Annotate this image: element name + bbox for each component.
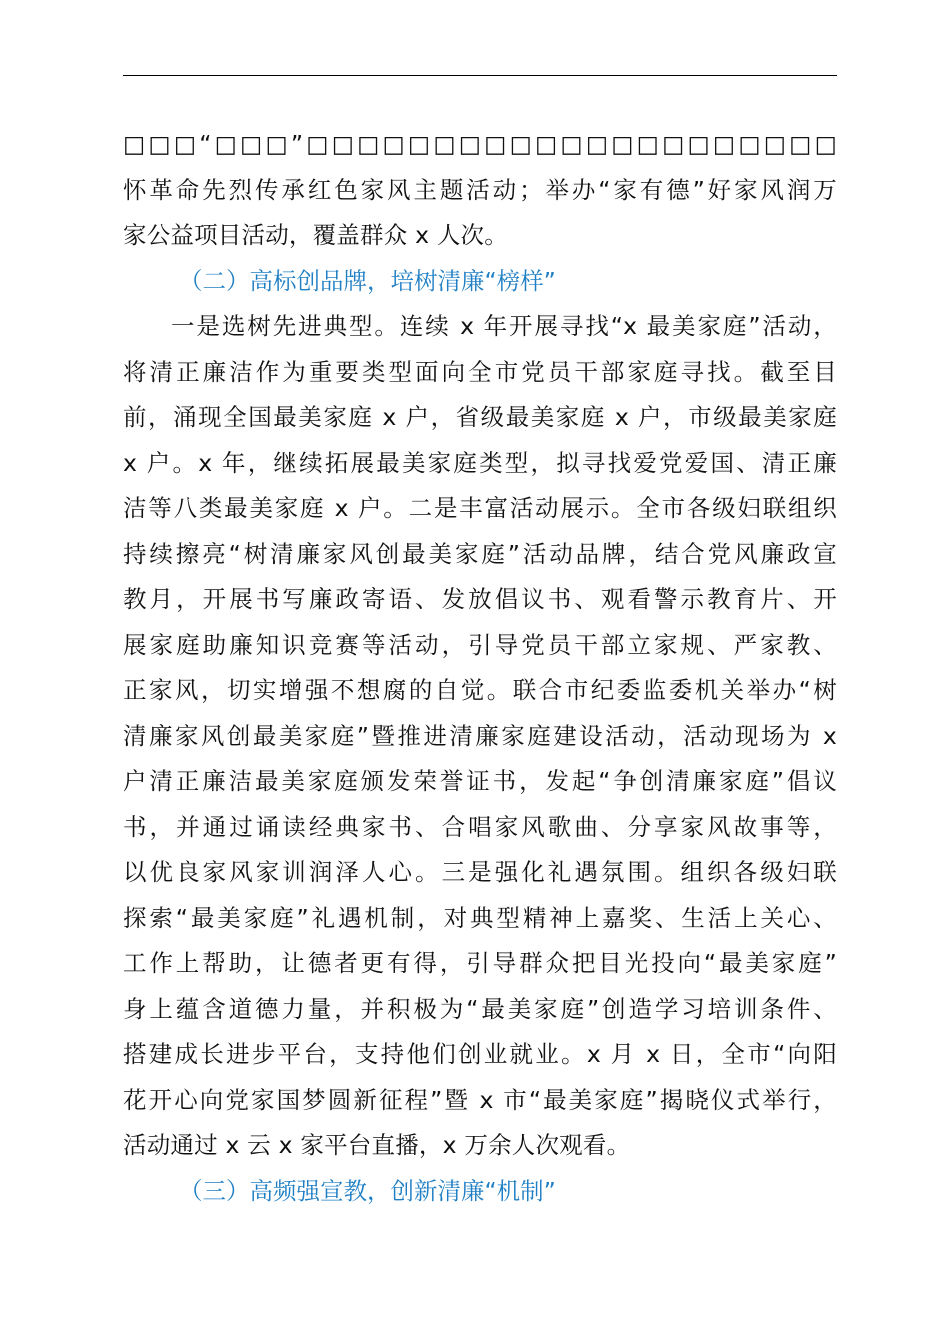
paragraph-line-17: 以优良家风家训润泽人心。三是强化礼遇氛围。组织各级妇联 bbox=[123, 858, 837, 886]
paragraph-line-13: 正家风，切实增强不想腐的自觉。联合市纪委监委机关举办“树 bbox=[123, 676, 837, 704]
paragraph-line-12: 展家庭助廉知识竞赛等活动，引导党员干部立家规、严家教、 bbox=[123, 630, 837, 659]
paragraph-line-7: 前，涌现全国最美家庭 x 户，省级最美家庭 x 户，市级最美家庭 bbox=[123, 403, 837, 431]
paragraph-line-16: 书，并通过诵读经典家书、合唱家风歌曲、分享家风故事等， bbox=[123, 812, 837, 841]
paragraph-line-18: 探索“最美家庭”礼遇机制，对典型精神上嘉奖、生活上关心、 bbox=[123, 903, 837, 932]
paragraph-line-8: x 户。x 年，继续拓展最美家庭类型，拟寻找爱党爱国、清正廉 bbox=[123, 448, 837, 477]
document-body bbox=[123, 122, 837, 1214]
paragraph-line-6: 将清正廉洁作为重要类型面向全市党员干部家庭寻找。截至目 bbox=[123, 357, 837, 386]
paragraph-line-2: 怀革命先烈传承红色家风主题活动；举办“家有德”好家风润万 bbox=[123, 175, 837, 204]
paragraph-line-10: 持续擦亮“树清廉家风创最美家庭”活动品牌，结合党风廉政宣 bbox=[123, 539, 837, 568]
paragraph-line-20: 身上蕴含道德力量，并积极为“最美家庭”创造学习培训条件、 bbox=[123, 994, 837, 1023]
paragraph-line-19: 工作上帮助，让德者更有得，引导群众把目光投向“最美家庭” bbox=[123, 949, 837, 977]
paragraph-line-9: 洁等八类最美家庭 x 户。二是丰富活动展示。全市各级妇联组织 bbox=[123, 494, 837, 522]
paragraph-line-23: 活动通过 x 云 x 家平台直播，x 万余人次观看。 bbox=[123, 1131, 631, 1159]
paragraph-line-5: 一是选树先进典型。连续 x 年开展寻找“x 最美家庭”活动， bbox=[171, 312, 837, 340]
section-heading-3: （三）高频强宣教，创新清廉“机制” bbox=[179, 1176, 556, 1205]
paragraph-line-14: 清廉家风创最美家庭”暨推进清廉家庭建设活动，活动现场为 x bbox=[123, 721, 837, 750]
paragraph-line-15: 户清正廉洁最美家庭颁发荣誉证书，发起“争创清廉家庭”倡议 bbox=[123, 767, 837, 795]
section-heading-2: （二）高标创品牌，培树清廉“榜样” bbox=[179, 266, 556, 295]
paragraph-line-22: 花开心向党家国梦圆新征程”暨 x 市“最美家庭”揭晓仪式举行， bbox=[123, 1085, 837, 1114]
paragraph-line-3: 家公益项目活动，覆盖群众 x 人次。 bbox=[123, 221, 508, 249]
paragraph-line-1: □□□“□□□”□□□□□□□□□□□□□□□□□□□□□ bbox=[123, 130, 837, 158]
paragraph-line-11: 教月，开展书写廉政寄语、发放倡议书、观看警示教育片、开 bbox=[123, 585, 837, 613]
header-rule bbox=[123, 75, 837, 76]
paragraph-line-21: 搭建成长进步平台，支持他们创业就业。x 月 x 日，全市“向阳 bbox=[123, 1040, 837, 1068]
